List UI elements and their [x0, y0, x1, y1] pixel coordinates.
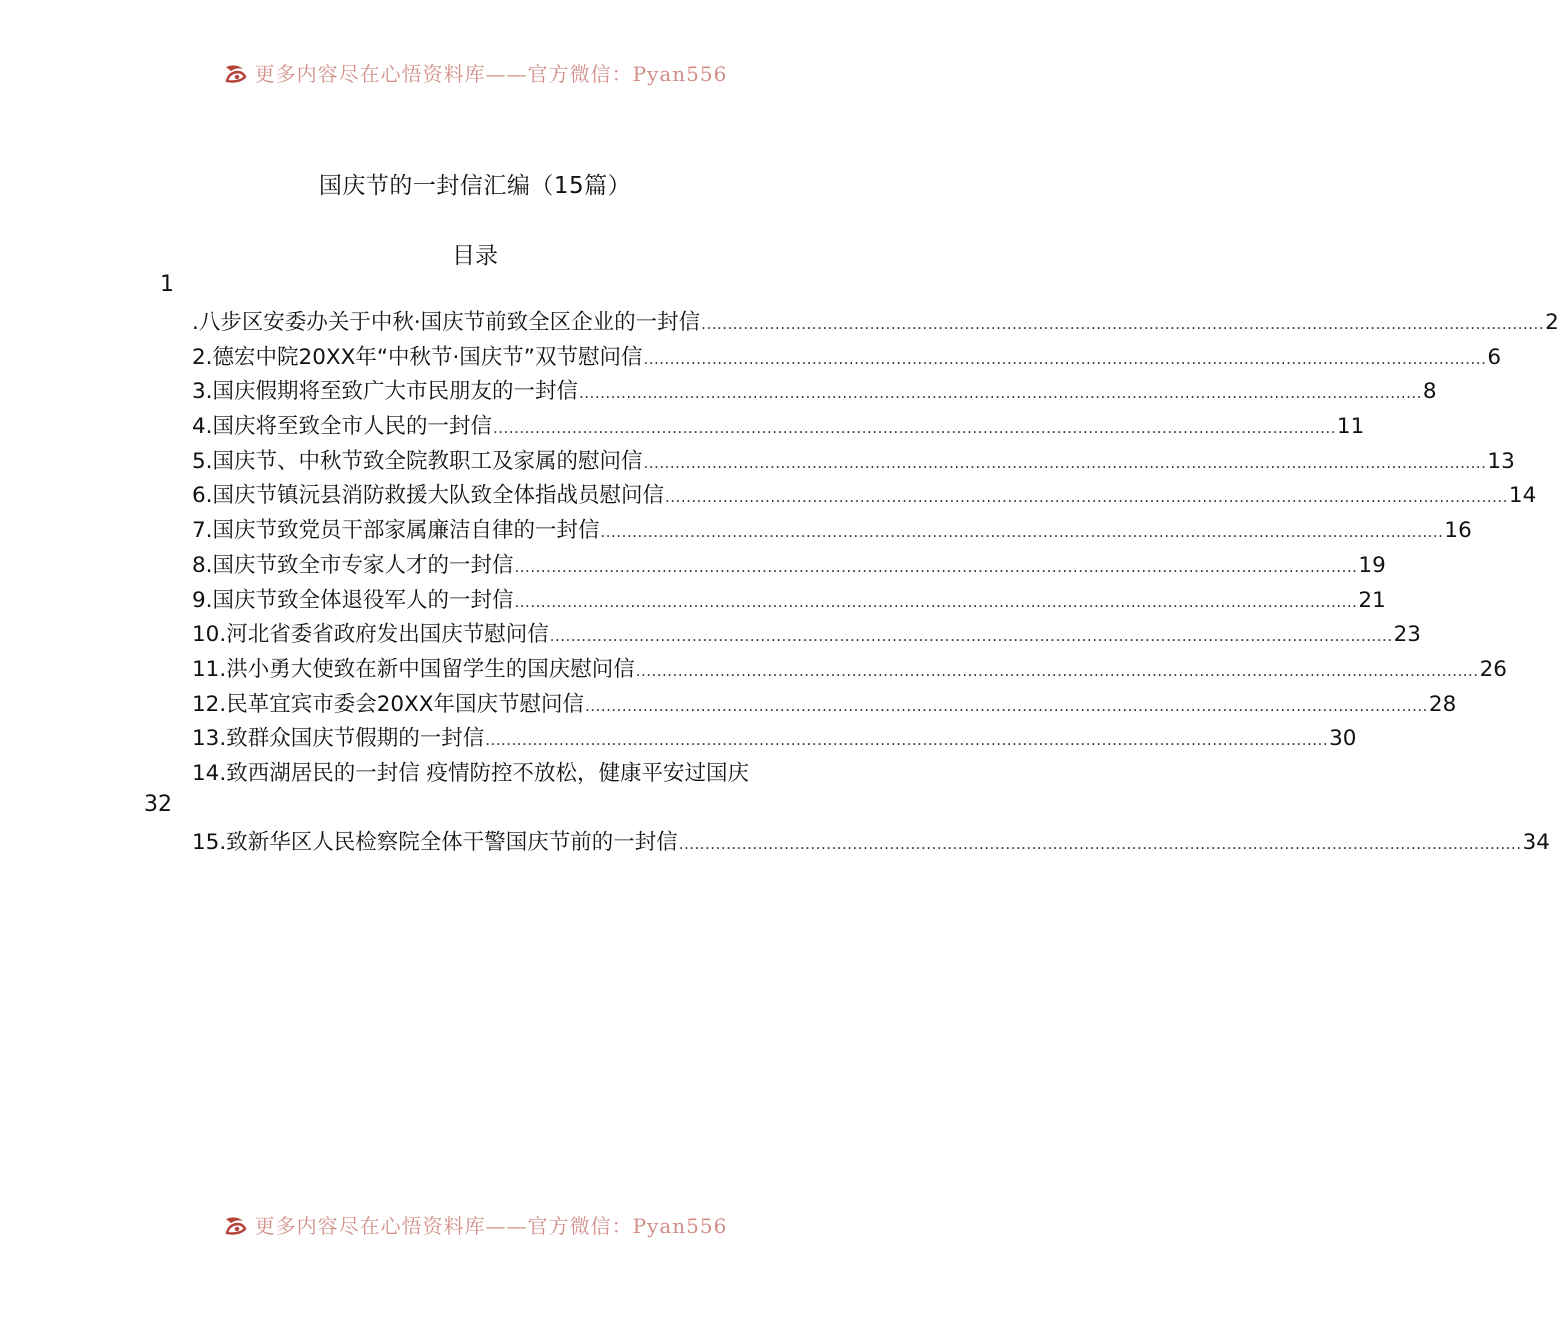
toc-entry-page: 34 [1522, 830, 1550, 856]
toc-entry-1[interactable] [192, 305, 1559, 340]
toc-entry-6[interactable] [192, 478, 1537, 513]
toc-entry-4[interactable] [192, 409, 1365, 444]
toc-entry-title: 8.国庆节致全市专家人才的一封信 [192, 552, 514, 578]
toc-entry-8[interactable] [192, 548, 1386, 583]
watermark-text: 更多内容尽在心悟资料库——官方微信：Pyan556 [254, 62, 728, 86]
toc-leader-dots [665, 488, 1508, 506]
toc-entry-3[interactable] [192, 374, 1437, 409]
toc-entry-page: 6 [1487, 344, 1502, 370]
document-title: 国庆节的一封信汇编（15篇） [318, 173, 632, 199]
toc-entry-9[interactable] [192, 583, 1386, 618]
toc-leader-dots [579, 384, 1422, 402]
toc-entry-title: 9.国庆节致全体退役军人的一封信 [192, 587, 514, 613]
toc-entry-page: 13 [1487, 448, 1515, 474]
toc-leader-dots [515, 593, 1358, 611]
toc-leader-dots [485, 731, 1328, 749]
toc-entry-title: 2.德宏中院20XX年“中秋节·国庆节”双节慰问信 [192, 344, 643, 370]
toc-entry-title: 4.国庆将至致全市人民的一封信 [192, 414, 493, 440]
toc-leader-dots [679, 835, 1522, 853]
toc-entry-title: 10.河北省委省政府发出国庆节慰问信 [192, 622, 549, 648]
toc-entry-title: 12.民革宜宾市委会20XX年国庆节慰问信 [192, 691, 585, 717]
toc-heading: 目录 [452, 243, 498, 269]
toc-entry-5[interactable] [192, 444, 1515, 479]
toc-entry-title: 15.致新华区人民检察院全体干警国庆节前的一封信 [192, 830, 678, 856]
toc-entry-title: 6.国庆节镇沅县消防救援大队致全体指战员慰问信 [192, 483, 665, 509]
logo-icon [223, 63, 249, 85]
toc-leader-dots [550, 627, 1393, 645]
toc-entry-page: 16 [1444, 518, 1472, 544]
toc-leader-dots [601, 523, 1444, 541]
toc-leader-dots [585, 697, 1428, 715]
toc-entry-12[interactable] [192, 687, 1457, 722]
watermark-banner-top [0, 58, 950, 87]
toc-entry-14[interactable] [192, 756, 804, 791]
toc-entry-page: 14 [1508, 483, 1537, 509]
toc-entry-title: 14.致西湖居民的一封信 疫情防控不放松，健康平安过国庆 [192, 760, 750, 786]
toc-entry-page: 11 [1336, 414, 1365, 440]
toc-entry-title: .八步区安委办关于中秋·国庆节前致全区企业的一封信 [192, 310, 701, 335]
toc-entry-page: 21 [1358, 587, 1386, 613]
toc-entry-title: 13.致群众国庆节假期的一封信 [192, 726, 485, 752]
toc-leader-dots [644, 454, 1487, 472]
table-of-contents [192, 305, 1559, 860]
watermark-text: 更多内容尽在心悟资料库——官方微信：Pyan556 [254, 1214, 728, 1238]
toc-entry-title: 7.国庆节致党员干部家属廉洁自律的一封信 [192, 518, 600, 544]
toc-entry-7[interactable] [192, 513, 1472, 548]
toc-entry-title: 5.国庆节、中秋节致全院教职工及家属的慰问信 [192, 448, 643, 474]
toc-entry-13[interactable] [192, 721, 1357, 756]
toc-entry-14-page: 32 [144, 792, 172, 817]
toc-leader-dots [636, 662, 1479, 680]
toc-entry-11[interactable] [192, 652, 1507, 687]
toc-entry-page: 28 [1428, 691, 1457, 717]
watermark-banner-bottom [0, 1210, 950, 1239]
toc-entry-page: 26 [1479, 656, 1507, 682]
toc-entry-2[interactable] [192, 340, 1502, 375]
toc-entry-10[interactable] [192, 617, 1421, 652]
toc-entry-page: 8 [1422, 379, 1437, 405]
toc-entry-title: 3.国庆假期将至致广大市民朋友的一封信 [192, 379, 579, 405]
toc-leader-dots [515, 558, 1358, 576]
toc-entry-page: 2 [1545, 310, 1559, 335]
logo-icon [223, 1215, 249, 1237]
toc-entry-page: 23 [1393, 622, 1421, 648]
toc-entry-page: 19 [1358, 552, 1386, 578]
toc-stray-number: 1 [160, 272, 174, 297]
toc-leader-dots [493, 419, 1336, 437]
toc-entry-title: 11.洪小勇大使致在新中国留学生的国庆慰问信 [192, 656, 635, 682]
toc-entry-15[interactable] [192, 825, 1550, 860]
toc-leader-dots [701, 315, 1544, 333]
toc-leader-dots [643, 350, 1486, 368]
toc-entry-page: 30 [1329, 726, 1357, 752]
